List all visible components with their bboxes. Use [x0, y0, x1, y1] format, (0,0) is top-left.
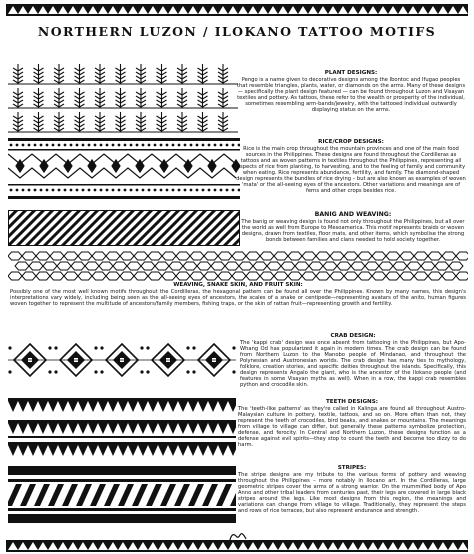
crab-body: The 'kappi crab' design was once absent from tattooing in the Philippines, but Apo-Whang Od has popularized it again in modern times. The crab design can be found from Northern Luzon to the Manobo people of Mindanao, and throughout the Polynesian and Austronesian worlds. The crab design has many ties to mythology, folklore, creation stories, and specific deities throughout the islands. Specifically, this design represents Angalo the giant, who is the ancestor of the Ilokano people (and features in some Visayan myths as well). When in a row, the kappi crab resembles python and crocodile skin.	[240, 339, 466, 389]
bottom-border-pattern	[6, 540, 468, 552]
rice-body: Rice is the main crop throughout the mountain provinces and one of the main food sources in the Philippines. These designs are found throughout the Cordilleras as tattoos and as woven patterns in textiles throughout the Philippines, representing all aspects of rice from planting, to harvesting, and to the feeling of family and community when eating. Rice represents abundance, fertility, and family. The diamond-shaped design represents the bundles of rice drying – but are also known as examples of woven 'mata' or the all-seeing eyes of the ancestors. Other variations and meanings are of ferns and other crops besides rice.	[236, 145, 466, 195]
plant-heading: PLANT DESIGNS:	[324, 70, 378, 76]
crab-motif	[8, 330, 236, 390]
rice-heading: RICE/CROP DESIGNS:	[318, 139, 384, 145]
teeth-body: The 'teeth-like patterns' as they're called in Kalinga are found all throughout Austro-Malaysian culture in pottery, textile, tattoos, and so on. More often than not, they represent the teeth of crocodiles, bird beaks, and snakes or mountains. The meanings from village to village can differ, but generally these patterns symbolize protection, defense, and ferocity. In Central and Northern Luzon, these designs function as a defense against evil spirits—they stop to count the teeth and become too dizzy to do harm.	[238, 405, 466, 449]
banig-body: The banig or weaving design is found not only throughout the Philippines, but all over the world as well from Europe to Mesoamerica. This motif represents braids or woven designs, drawn from textiles, floor mats, and other items, which symbolise the strong bonds between families and clans needed to hold society together.	[241, 218, 465, 243]
plant-motif	[8, 62, 238, 134]
stripes-motif	[8, 466, 236, 524]
stripes-heading: STRIPES:	[337, 465, 367, 471]
rice-section	[236, 139, 466, 194]
plant-section	[236, 70, 466, 113]
plant-body: Pengo is a name given to decorative designs among the Ibontoc and Ifugao peoples that resemble triangles, plants, water, or diamonds on the arms. Many of these designs — specifically the plant design featured — can be found throughout Luzon and Visayan textiles and pottery. As tattoos, these refer to the wealth or prosperity of the individual, sometimes resembling arm-bands/jewelry, with the tattooed individual outwardly displaying status on the arms.	[236, 76, 466, 114]
crab-section	[240, 333, 466, 388]
rice-motif	[8, 138, 240, 206]
teeth-heading: TEETH DESIGNS:	[325, 399, 378, 405]
stripes-body: The stripe designs are my tribute to the various forms of pottery and weaving throughout the Philippines – more notably in Ilocano art. In the Cordilleras, large geometric stripes cover the arms of a strong warrior. On the mummified body of Apo Anno and other tribal leaders from centuries past, their legs are covered in large black stripes around the legs. Like most designs from this region, the meanings and variations can change from village to village. Traditionally, they represent the steps and rows of rice terraces, but also represent endurance and strength.	[238, 471, 466, 515]
teeth-motif	[8, 398, 236, 462]
crab-heading: CRAB DESIGN:	[330, 333, 376, 339]
weaving-body: Possibly one of the most well known motifs throughout the Cordilleras, the hexagonal pattern can be found all over the Philippines. Known by many names, this design's interpretations vary widely, including being seen as the all-seeing eyes of ancestors, the scales of a snake or centipede—representing avatars of the anito, human figures woven together to represent the multitude of ancestors/family members, fishing traps, or the skin of rattan fruit—representing growth and fertility.	[10, 288, 466, 307]
teeth-section	[238, 399, 466, 448]
weaving-heading: WEAVING, SNAKE SKIN, AND FRUIT SKIN:	[173, 282, 303, 288]
banig-section	[240, 212, 466, 243]
top-border-pattern	[6, 4, 468, 16]
banig-heading: BANIG AND WEAVING:	[314, 211, 392, 218]
banig-motif	[8, 210, 240, 246]
stripes-section	[238, 465, 466, 514]
page-title: NORTHERN LUZON / ILOKANO TATTOO MOTIFS	[37, 24, 437, 39]
hexagon-weave-motif	[8, 250, 468, 284]
weaving-section	[10, 282, 466, 307]
